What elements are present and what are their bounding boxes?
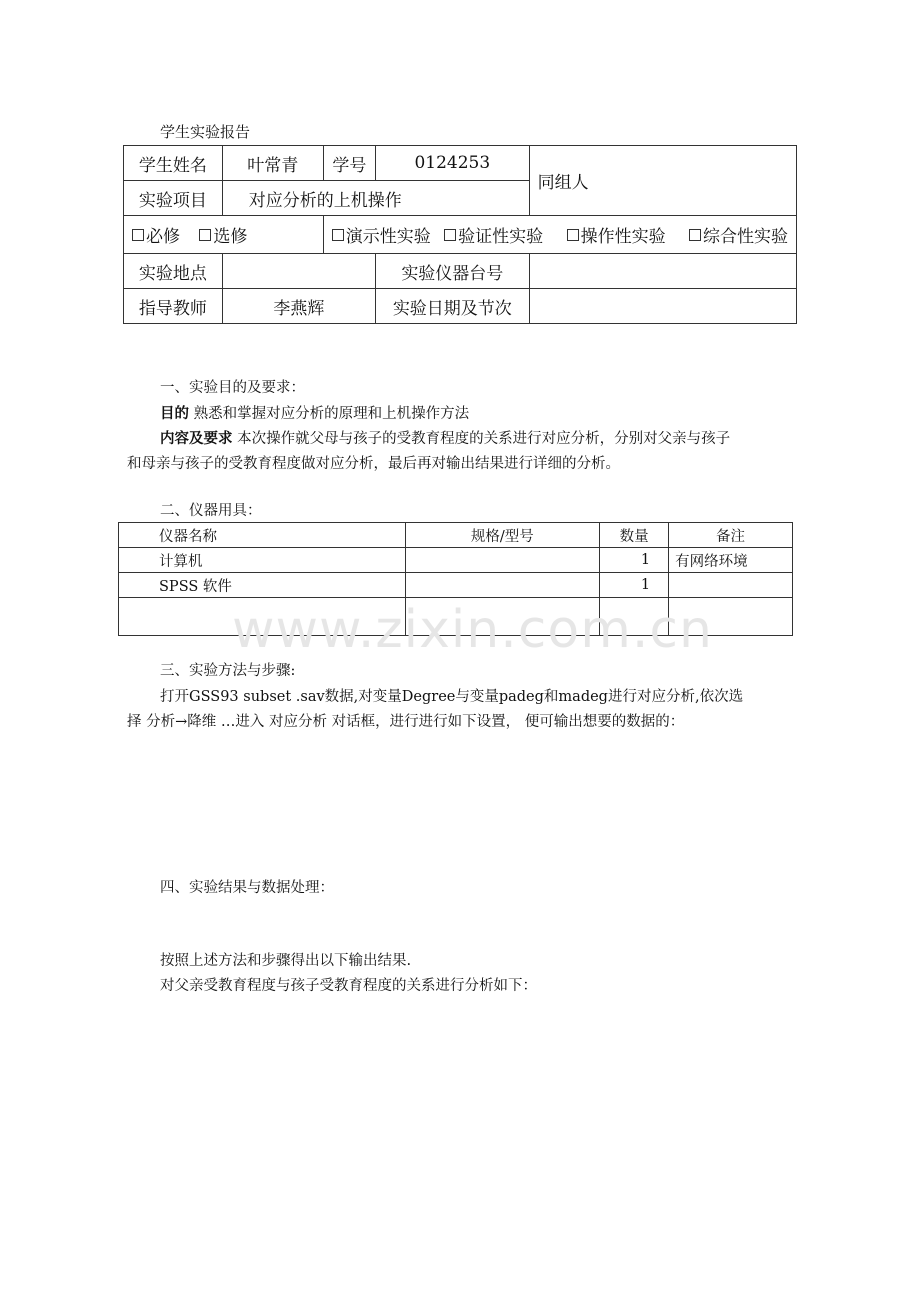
equipment-spec bbox=[405, 548, 600, 573]
project-label: 实验项目 bbox=[124, 181, 223, 216]
equipment-note: 有网络环境 bbox=[669, 548, 793, 573]
location-label: 实验地点 bbox=[124, 254, 223, 289]
option-verify[interactable]: 验证性实验 bbox=[444, 222, 543, 247]
equipment-spec bbox=[405, 573, 600, 598]
header-spec: 规格/型号 bbox=[405, 523, 600, 548]
instrument-no-value bbox=[529, 254, 796, 289]
option-comprehensive[interactable]: 综合性实验 bbox=[689, 222, 788, 247]
header-note: 备注 bbox=[669, 523, 793, 548]
checkbox-icon bbox=[332, 229, 344, 241]
student-name-value: 叶常青 bbox=[222, 146, 323, 181]
teacher-value: 李燕辉 bbox=[222, 289, 375, 324]
header-qty: 数量 bbox=[600, 523, 669, 548]
checkbox-icon bbox=[567, 229, 579, 241]
header-name: 仪器名称 bbox=[119, 523, 406, 548]
checkbox-icon bbox=[132, 229, 144, 241]
table-header-row bbox=[119, 523, 793, 548]
checkbox-icon bbox=[444, 229, 456, 241]
section-2-heading: 二、仪器用具： bbox=[160, 503, 262, 519]
option-operation[interactable]: 操作性实验 bbox=[567, 222, 666, 247]
course-type-cell bbox=[124, 216, 324, 254]
content-text-1: 本次操作就父母与孩子的受教育程度的关系进行对应分析，分别对父亲与孩子 bbox=[237, 431, 731, 447]
result-line-2: 对父亲受教育程度与孩子受教育程度的关系进行分析如下： bbox=[160, 978, 537, 994]
checkbox-icon bbox=[199, 229, 211, 241]
equipment-qty: 1 bbox=[600, 573, 669, 598]
experiment-type-cell bbox=[323, 216, 796, 254]
table-row bbox=[119, 548, 793, 573]
section-3-heading: 三、实验方法与步骤: bbox=[160, 663, 296, 679]
content-line-2: 和母亲与孩子的受教育程度做对应分析，最后再对输出结果进行详细的分析。 bbox=[127, 456, 620, 472]
option-required[interactable]: 必修 bbox=[132, 222, 180, 247]
section-1-heading: 一、实验目的及要求： bbox=[160, 380, 305, 396]
purpose-label: 目的 bbox=[160, 405, 189, 422]
equipment-name: 计算机 bbox=[119, 548, 406, 573]
result-line-1: 按照上述方法和步骤得出以下输出结果. bbox=[160, 953, 412, 969]
date-label: 实验日期及节次 bbox=[376, 289, 530, 324]
equipment-note bbox=[669, 573, 793, 598]
instrument-no-label: 实验仪器台号 bbox=[376, 254, 530, 289]
purpose-text: 熟悉和掌握对应分析的原理和上机操作方法 bbox=[193, 406, 470, 422]
method-line-1: 打开GSS93 subset .sav数据,对变量Degree与变量padeg和madeg进行对应分析,依次选 bbox=[160, 689, 744, 705]
teacher-label: 指导教师 bbox=[124, 289, 223, 324]
equipment-name: SPSS 软件 bbox=[119, 573, 406, 598]
partner-label: 同组人 bbox=[529, 146, 796, 216]
student-id-value: 0124253 bbox=[376, 146, 530, 181]
content-line-1 bbox=[160, 426, 730, 452]
watermark: www.zixin.com.cn bbox=[232, 600, 713, 660]
student-id-label: 学号 bbox=[323, 146, 375, 181]
date-value bbox=[529, 289, 796, 324]
checkbox-icon bbox=[689, 229, 701, 241]
location-value bbox=[222, 254, 375, 289]
project-value: 对应分析的上机操作 bbox=[222, 181, 529, 216]
option-elective[interactable]: 选修 bbox=[199, 222, 247, 247]
info-table bbox=[123, 145, 797, 324]
option-demo[interactable]: 演示性实验 bbox=[332, 222, 431, 247]
purpose-line bbox=[160, 401, 469, 427]
equipment-qty: 1 bbox=[600, 548, 669, 573]
table-row bbox=[119, 573, 793, 598]
doc-title: 学生实验报告 bbox=[160, 123, 251, 141]
section-4-heading: 四、实验结果与数据处理： bbox=[160, 880, 334, 896]
method-line-2: 择 分析→降维 …进入 对应分析 对话框，进行进行如下设置， 便可输出想要的数据的： bbox=[127, 714, 685, 730]
content-label: 内容及要求 bbox=[160, 430, 233, 447]
student-name-label: 学生姓名 bbox=[124, 146, 223, 181]
